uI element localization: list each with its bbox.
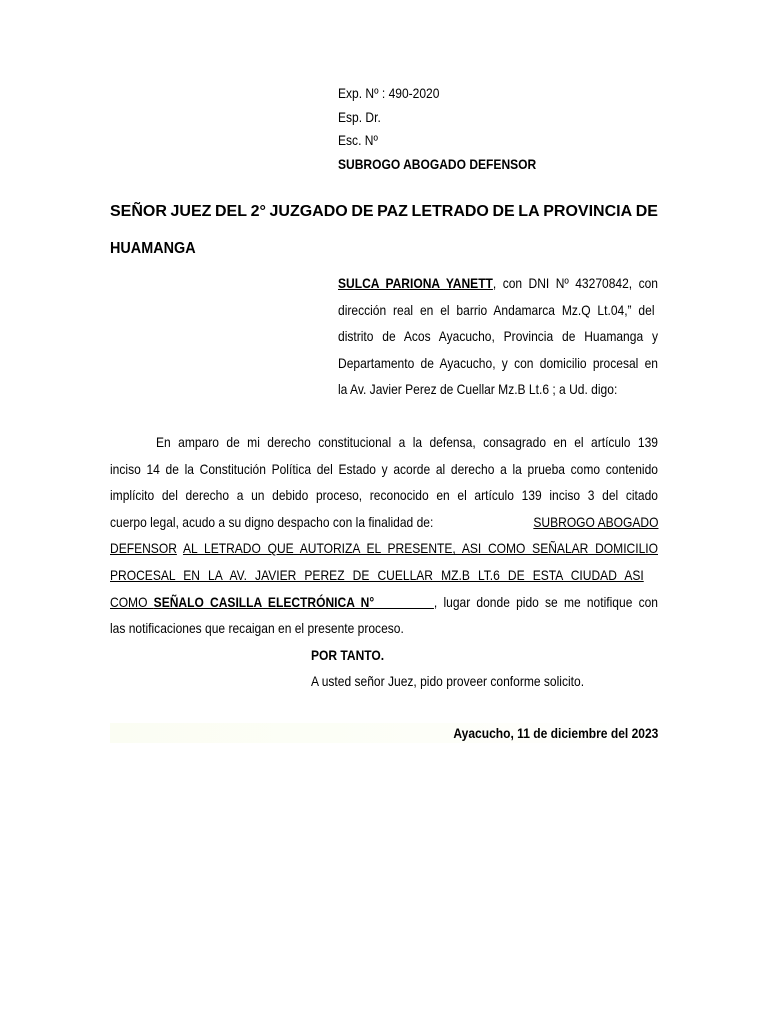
addressee-word: SEÑOR — [110, 203, 167, 220]
body-subject-cont: DEFENSOR — [110, 540, 177, 557]
closing-request — [311, 673, 629, 689]
body-line-text — [110, 589, 658, 616]
petitioner-domicile: la Av. Javier Perez de Cuellar Mz.B Lt.6 ; a Ud. digo: — [338, 381, 618, 398]
body-line — [110, 562, 658, 589]
por-tanto — [311, 647, 396, 663]
writ-number — [338, 132, 384, 148]
petitioner-id: , con DNI Nº 43270842, con — [492, 275, 659, 291]
case-number — [338, 85, 456, 101]
body-notification: , lugar donde pido se me notifique con — [433, 593, 658, 610]
writ-number-text: Esc. Nº — [338, 132, 378, 148]
body-line-text: cuerpo legal, acudo a su digno despacho con la finalidad de: — [110, 513, 434, 530]
electronic-mailbox: SEÑALO CASILLA ELECTRÓNICA N° ________ — [153, 593, 434, 610]
addressee-word: DEL — [215, 203, 247, 220]
addressee-line-1 — [110, 203, 658, 221]
body-request-cont: PROCESAL EN LA AV. JAVIER PEREZ DE CUELLAR MZ.B LT.6 DE ESTA CIUDAD ASI — [110, 566, 644, 583]
petitioner-address: dirección real en el barrio Andamarca Mz.Q Lt.04,” del — [338, 301, 655, 318]
document-subject — [338, 156, 569, 172]
date-line — [110, 725, 658, 741]
body-line-text: inciso 14 de la Constitución Política del Estado y acorde al derecho a la prueba como contenido — [110, 460, 659, 477]
addressee-word: JUEZ — [170, 203, 212, 220]
addressee-word: PROVINCIA — [543, 203, 633, 220]
body-line — [110, 482, 658, 509]
case-number-text: Exp. Nº : 490-2020 — [338, 85, 440, 101]
addressee-word: LA — [518, 203, 540, 220]
petitioner-line-text — [338, 270, 658, 297]
body-line-text: las notificaciones que recaigan en el presente proceso. — [110, 620, 404, 637]
addressee-line-2 — [110, 240, 658, 258]
body-request: AL LETRADO QUE AUTORIZA EL PRESENTE, ASI COMO SEÑALAR DOMICILIO — [182, 540, 658, 557]
addressee-word: 2° — [250, 203, 266, 220]
body-line — [110, 509, 658, 536]
addressee-word: JUZGADO — [269, 203, 348, 220]
addressee-word: DE — [492, 203, 515, 220]
body-line — [110, 456, 658, 483]
body-line — [110, 615, 658, 642]
petitioner-line — [338, 376, 658, 403]
specialist-text: Esp. Dr. — [338, 109, 381, 125]
petitioner-name: SULCA PARIONA YANETT — [338, 275, 493, 291]
body-request-end: COMO — [110, 593, 154, 610]
specialist — [338, 109, 388, 125]
petitioner-line — [338, 270, 658, 297]
body-line — [110, 589, 658, 616]
body-line — [110, 429, 658, 456]
addressee-words — [110, 203, 658, 221]
addressee-word: DE — [351, 203, 374, 220]
petitioner-line — [338, 350, 658, 377]
closing-request-text: A usted señor Juez, pido proveer conforme solicito. — [311, 673, 585, 689]
petitioner-line — [338, 323, 658, 350]
body-paragraph — [110, 429, 658, 642]
addressee-word: LETRADO — [411, 203, 489, 220]
petitioner-line — [338, 297, 658, 324]
body-subject: SUBROGO ABOGADO — [532, 513, 658, 530]
body-line-text — [110, 535, 658, 562]
por-tanto-text: POR TANTO. — [311, 647, 385, 663]
date-text: Ayacucho, 11 de diciembre del 2023 — [452, 725, 658, 741]
body-line — [110, 535, 658, 562]
petitioner-block — [338, 270, 658, 403]
body-line-text: En amparo de mi derecho constitucional a la defensa, consagrado en el artículo 139 — [156, 434, 659, 450]
addressee-city: HUAMANGA — [110, 240, 196, 257]
document-subject-text: SUBROGO ABOGADO DEFENSOR — [338, 156, 537, 172]
addressee-word: DE — [635, 203, 658, 220]
petitioner-district: distrito de Acos Ayacucho, Provincia de Huamanga y — [338, 328, 659, 345]
addressee-word: PAZ — [377, 203, 408, 220]
body-line-text: implícito del derecho a un debido proceso, reconocido en el artículo 139 inciso 3 del citado — [110, 487, 658, 504]
petitioner-department: Departamento de Ayacucho, y con domicilio procesal en — [338, 354, 659, 371]
